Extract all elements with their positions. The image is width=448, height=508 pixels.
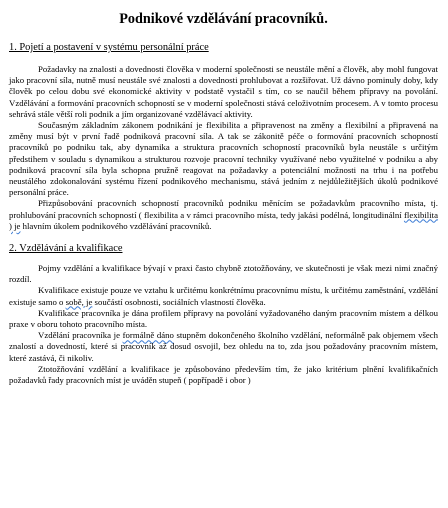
text-run: Vzdělání pracovníka je [38, 330, 123, 341]
paragraph [9, 330, 438, 364]
paragraph: Požadavky na znalosti a dovednosti člověka v moderní společnosti se neustále mění a člověk, aby mohl fungovat jako pracovní síla, nutně musí neustále své znalosti a dovednosti prohlubovat a rozšiřovat. Už dávno pominuly doby, kdy člověk po celou dobu své ekonomické aktivity v podstatě vystačil s tím, co se naučil během přípravy na povolání. Vzdělávání a formování pracovních schopností se v moderní společnosti stává celoživotním procesem. A v tomto procesu sehrává stále větší roli podnik a jím organizované vzdělávací aktivity. [9, 64, 438, 119]
spellcheck-flagged-text: flexibilita ) je [9, 209, 438, 231]
spellcheck-flagged-text: sobě, je [65, 296, 93, 307]
paragraph: Kvalifikace pracovníka je dána profilem přípravy na povolání vyžadovaného daným pracovním místem a délkou praxe v oboru tohoto pracovního místa. [9, 307, 438, 330]
paragraph: Pojmy vzdělání a kvalifikace bývají v praxi často chybně ztotožňovány, ve skutečnosti je však mezi nimi značný rozdíl. [9, 263, 438, 285]
text-run: hlavním úkolem podnikového vzdělávání pracovníků. [20, 220, 212, 231]
paragraph [9, 198, 438, 232]
text-run: Kvalifikace existuje pouze ve vztahu k určitému konkrétnímu pracovnímu místu, k určitému zaměstnání, vzdělání existuje samo o [9, 285, 438, 307]
document-title: Podnikové vzdělávání pracovníků. [119, 11, 328, 27]
section-heading-2: 2. Vzdělávání a kvalifikace [9, 243, 123, 255]
paragraph [9, 285, 438, 307]
document-page [9, 10, 438, 386]
section-heading-1: 1. Pojetí a postavení v systému personální práce [9, 42, 209, 53]
spellcheck-flagged-text: formálně dáno [122, 330, 174, 341]
text-run: stupněm dokončeného školního vzdělání, neformálně pak objemem všech znalostí a dovedností, které si pracovník až dosud osvojil, bez ohledu na to, zda jsou požadovány pracovním místem, které zastává, či nikoliv. [9, 330, 438, 363]
text-run: součástí osobnosti, sociálních vlastností člověka. [92, 296, 266, 307]
paragraph: Současným základním zákonem podnikání je flexibilita a připravenost na změny a flexibilní a připravená na změny musí být v první řadě podniková pracovní síla. A tak se zákonitě péče o formování pracovních schopností pracovníků po podniku tak, aby dynamika a struktura pracovních schopností pracovníků byla neustále s určitým předstihem v souladu s dynamikou a strukturou rozvoje pracovní techniky využívané nebo využitelné v podniku a aby podniková pracovní síla byla schopna pružně reagovat na požadavky a potenciální možnosti na trhu i na potřebu neustálého zdokonalování systému řízení podnikového mechanismu, stává jedním z nejdůležitějších úkolů podnikové personální práce. [9, 120, 438, 198]
paragraph: Ztotožňování vzdělání a kvalifikace je způsobováno především tím, že jako kritérium plnění kvalifikačních požadavků řady pracovních míst je uváděn stupeň ( popřípadě i obor ) [9, 363, 438, 386]
text-run: Přizpůsobování pracovních schopností pracovníků podniku měnícím se požadavkům pracovního místa, tj. prohlubování pracovních schopností ( flexibilita a v rámci pracovního místa, tedy jakási podélná, longitudinální [9, 198, 438, 220]
